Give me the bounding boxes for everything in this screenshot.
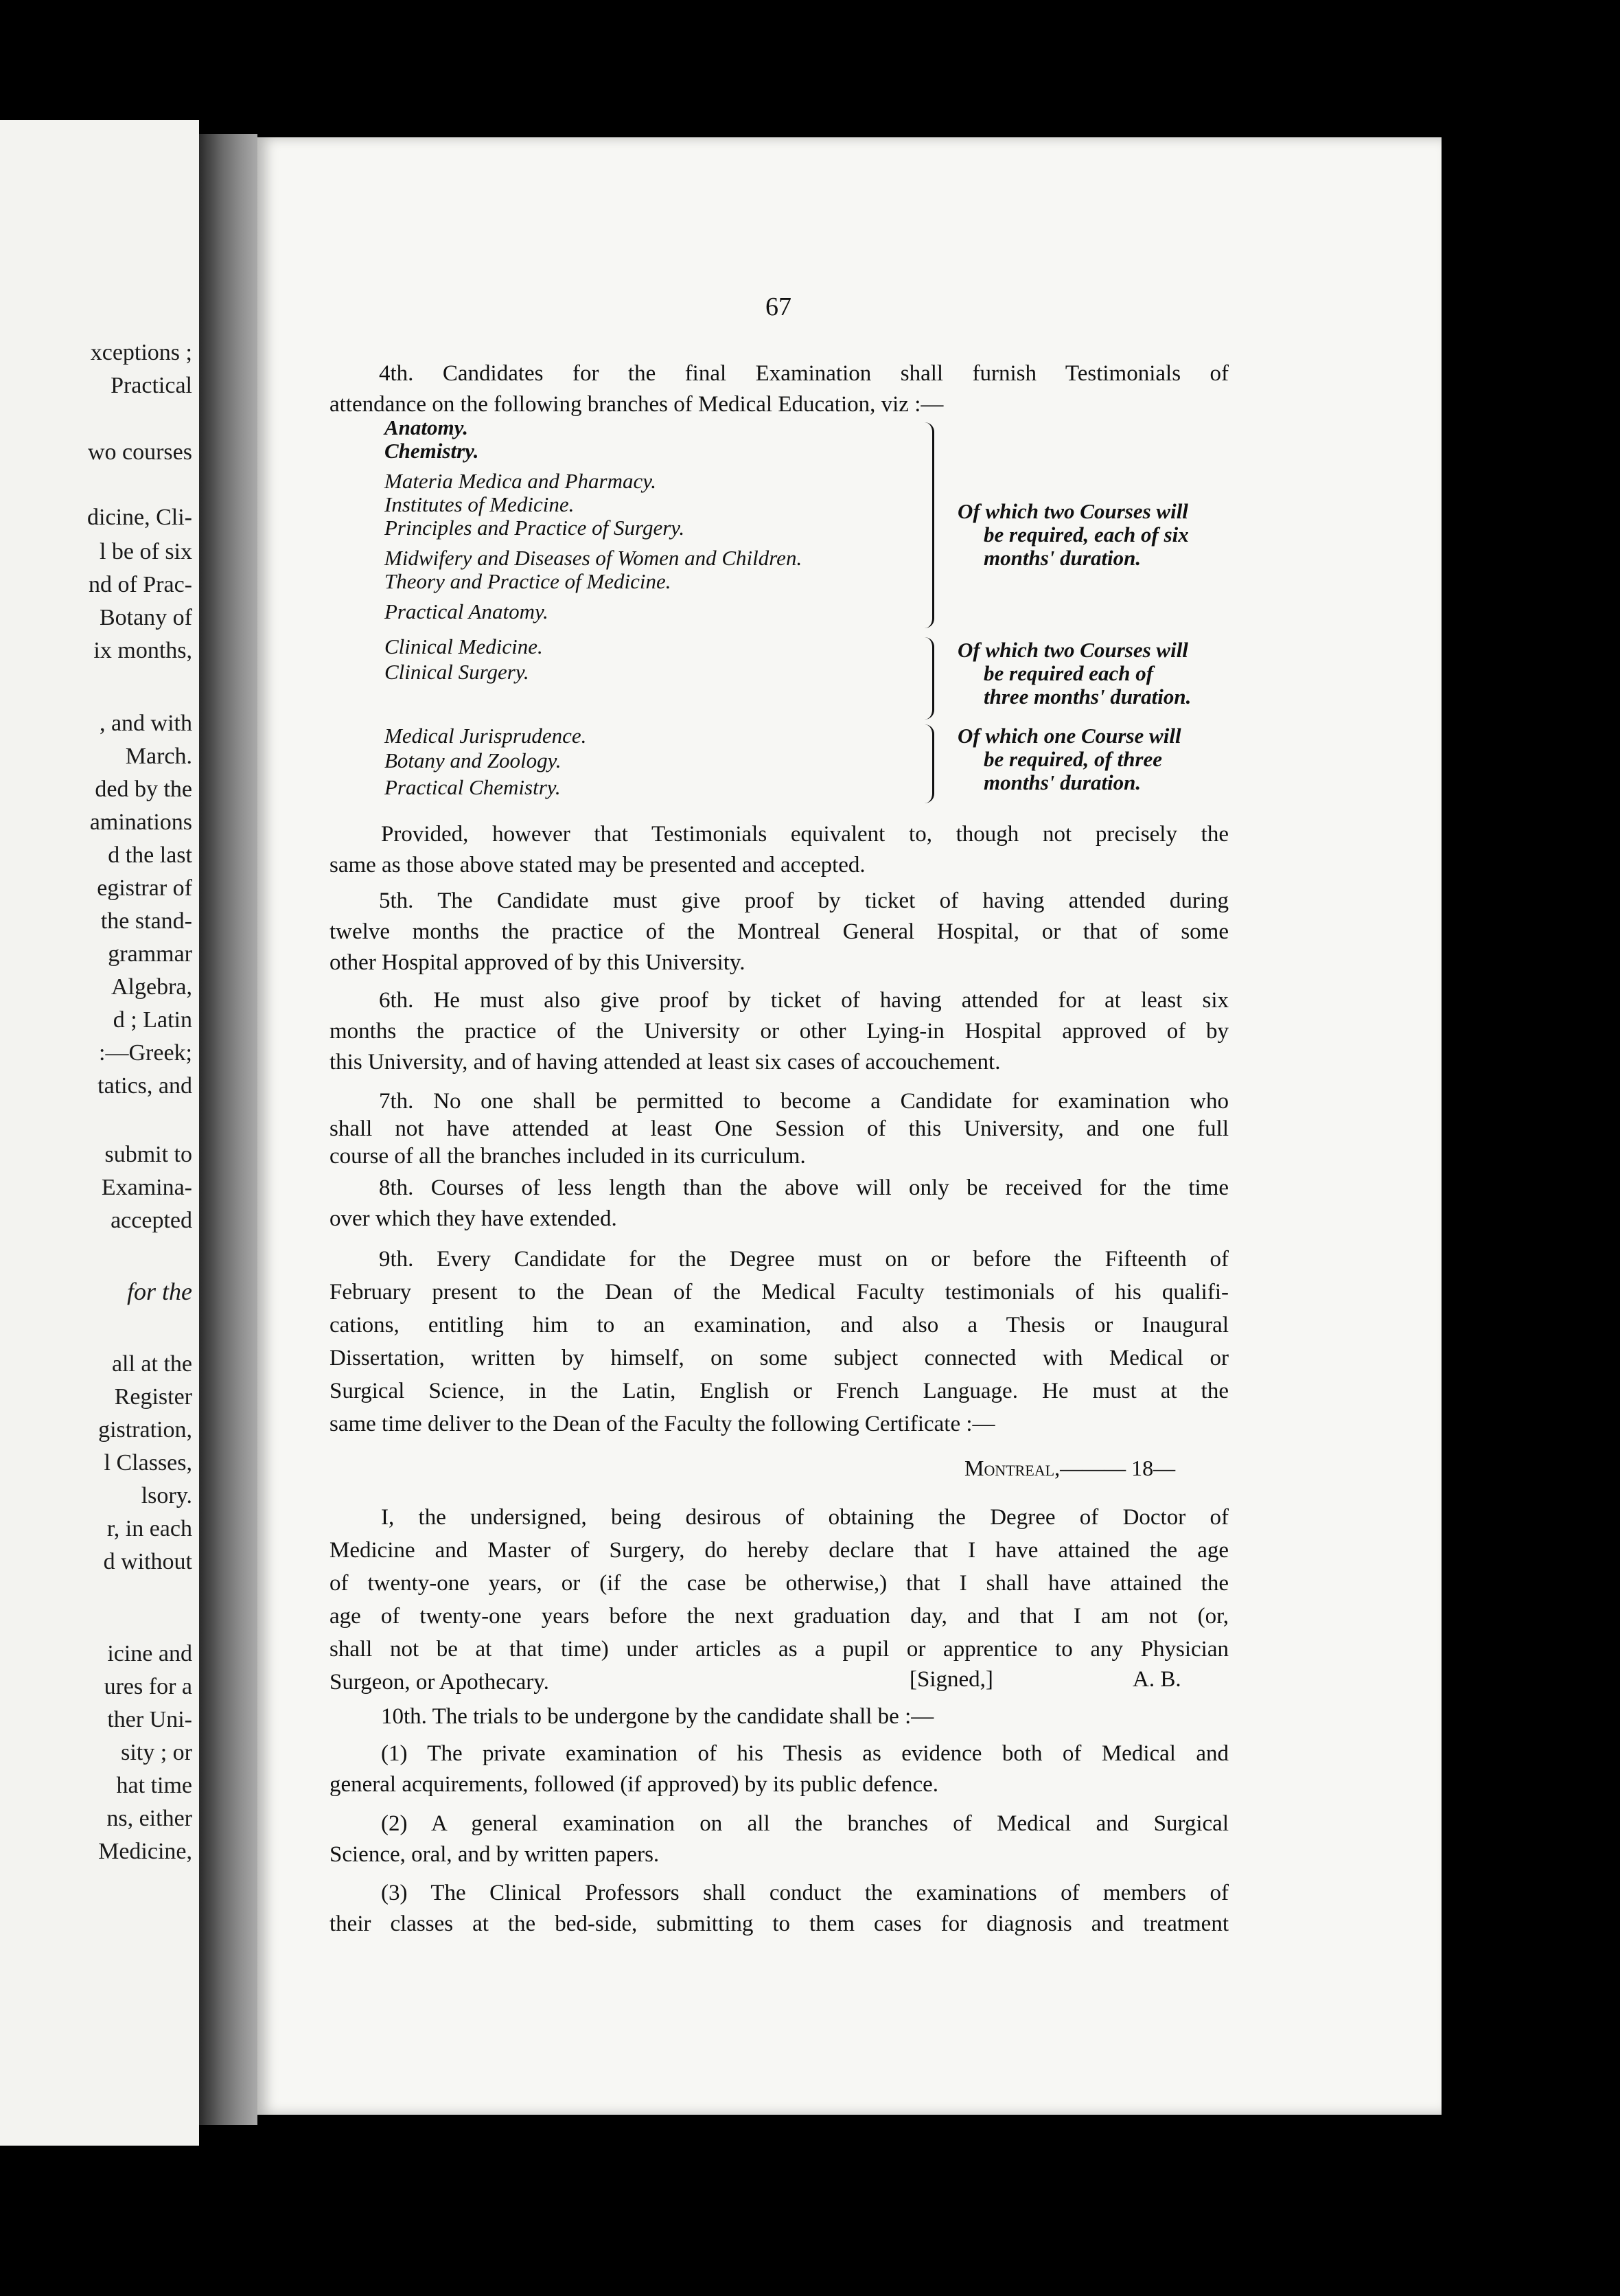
left-page-line: dicine, Cli- (87, 505, 192, 530)
branch-item: Institutes of Medicine. (384, 492, 575, 516)
left-page-line: ix months, (93, 638, 192, 663)
left-page-line: Botany of (99, 605, 192, 630)
course-note: Of which two Courses will be required, each of six months' duration. (958, 499, 1189, 570)
left-page-line: March. (125, 744, 192, 769)
brace (920, 422, 934, 628)
signed-label: [Signed,] (910, 1667, 993, 1692)
branch-item: Principles and Practice of Surgery. (384, 516, 685, 540)
certificate-line: Medicine and Master of Surgery, do hereby declare that I have attained the age (329, 1538, 1229, 1563)
para-6th-line: this University, and of having attended at least six cases of accouchement. (329, 1050, 1001, 1075)
branch-item: Practical Anatomy. (384, 599, 548, 623)
trial-1-line: (1) The private examination of his Thesis as evidence both of Medical and (381, 1741, 1229, 1766)
left-page-line: Algebra, (111, 974, 192, 1000)
left-page-line: d ; Latin (113, 1007, 192, 1033)
trial-1-line: general acquirements, followed (if approved) by its public defence. (329, 1772, 938, 1797)
left-page-line: icine and (107, 1641, 192, 1666)
left-page-line: the stand- (100, 908, 192, 934)
para-5th-line: 5th. The Candidate must give proof by ticket of having attended during (379, 888, 1229, 913)
left-page-line: hat time (116, 1773, 192, 1798)
para-4th-line: 4th. Candidates for the final Examination shall furnish Testimonials of (379, 361, 1229, 386)
left-page-line: ther Uni- (107, 1707, 192, 1732)
left-page-line: lsory. (141, 1483, 192, 1508)
para-4th-line: attendance on the following branches of Medical Education, viz :— (329, 392, 944, 417)
left-facing-page (0, 120, 199, 2146)
left-page-line: l Classes, (104, 1450, 192, 1476)
left-page-line: Register (114, 1384, 192, 1410)
trial-2-line: (2) A general examination on all the branches of Medical and Surgical (381, 1811, 1229, 1836)
provided-line: same as those above stated may be presented and accepted. (329, 853, 866, 877)
branch-item: Materia Medica and Pharmacy. (384, 469, 657, 493)
certificate-dateline: Montreal,——— 18— (964, 1456, 1176, 1480)
provided-line: Provided, however that Testimonials equivalent to, though not precisely the (381, 822, 1229, 847)
left-page-line: egistrar of (97, 875, 192, 901)
left-page-line: xceptions ; (90, 340, 192, 365)
left-page-line: all at the (111, 1351, 192, 1377)
branch-item: Midwifery and Diseases of Women and Children. (384, 546, 802, 570)
left-page-line: Practical (111, 373, 192, 398)
branch-item: Chemistry. (384, 439, 479, 463)
trial-3-line: their classes at the bed-side, submitting to them cases for diagnosis and treatment (329, 1912, 1229, 1936)
certificate-line: age of twenty-one years before the next graduation day, and that I am not (or, (329, 1604, 1229, 1629)
para-7th-line: shall not have attended at least One Session of this University, and one full (329, 1116, 1229, 1141)
para-9th-line: cations, entitling him to an examination, and also a Thesis or Inaugural (329, 1313, 1229, 1338)
brace (920, 724, 934, 803)
left-page-line: tatics, and (97, 1073, 192, 1099)
para-9th-line: Surgical Science, in the Latin, English or French Language. He must at the (329, 1379, 1229, 1403)
branch-item: Theory and Practice of Medicine. (384, 569, 671, 593)
branch-item: Clinical Surgery. (384, 660, 529, 684)
para-6th-line: 6th. He must also give proof by ticket of having attended for at least six (379, 988, 1229, 1013)
left-page-line: d the last (108, 842, 192, 868)
left-page-line: ures for a (104, 1674, 192, 1699)
branch-item: Medical Jurisprudence. (384, 724, 587, 748)
trial-2-line: Science, oral, and by written papers. (329, 1842, 660, 1867)
left-page-line: sity ; or (121, 1740, 192, 1765)
certificate-line: shall not be at that time) under articles as a pupil or apprentice to any Physician (329, 1637, 1229, 1662)
para-8th-line: 8th. Courses of less length than the above will only be received for the time (379, 1175, 1229, 1200)
para-9th-line: Dissertation, written by himself, on some subject connected with Medical or (329, 1346, 1229, 1370)
branch-item: Botany and Zoology. (384, 748, 562, 772)
left-page-line: nd of Prac- (88, 572, 192, 597)
para-9th-line: same time deliver to the Dean of the Faculty the following Certificate :— (329, 1412, 995, 1436)
left-page-line: r, in each (106, 1516, 192, 1541)
para-7th-line: course of all the branches included in its curriculum. (329, 1144, 806, 1169)
para-9th-line: 9th. Every Candidate for the Degree must on or before the Fifteenth of (379, 1247, 1229, 1272)
page-number: 67 (765, 292, 791, 321)
left-page-line: aminations (89, 810, 192, 835)
left-page-line: gistration, (98, 1417, 192, 1443)
branch-item: Anatomy. (384, 415, 469, 439)
left-page-line: l be of six (99, 539, 192, 564)
left-page-line: accepted (111, 1208, 192, 1233)
left-page-line: ns, either (106, 1806, 192, 1831)
trial-3-line: (3) The Clinical Professors shall conduct the examinations of members of (381, 1881, 1229, 1905)
left-page-line: wo courses (87, 439, 192, 465)
course-note: Of which two Courses will be required each of three months' duration. (958, 638, 1192, 709)
left-page-line: ded by the (95, 777, 192, 802)
left-page-line: Medicine, (98, 1839, 192, 1864)
branch-item: Practical Chemistry. (384, 775, 561, 799)
certificate-line: I, the undersigned, being desirous of obtaining the Degree of Doctor of (381, 1505, 1229, 1530)
para-7th-line: 7th. No one shall be permitted to become a Candidate for examination who (379, 1089, 1229, 1114)
para-8th-line: over which they have extended. (329, 1206, 617, 1231)
course-note: Of which one Course will be required, of three months' duration. (958, 724, 1181, 794)
para-5th-line: other Hospital approved of by this University. (329, 950, 745, 975)
left-page-line: submit to (104, 1142, 192, 1167)
branch-item: Clinical Medicine. (384, 634, 543, 658)
para-6th-line: months the practice of the University or other Lying-in Hospital approved of by (329, 1019, 1229, 1044)
book-gutter (199, 134, 257, 2125)
left-page-line: :—Greek; (99, 1040, 192, 1066)
left-page-line: for the (127, 1278, 192, 1305)
left-page-line: grammar (108, 941, 192, 967)
certificate-line: of twenty-one years, or (if the case be otherwise,) that I shall have attained the (329, 1571, 1229, 1596)
left-page-line: d without (103, 1549, 192, 1574)
certificate-line: Surgeon, or Apothecary. (329, 1670, 549, 1695)
left-page-line: Examina- (101, 1175, 192, 1200)
brace (920, 637, 934, 720)
para-10th: 10th. The trials to be undergone by the candidate shall be :— (381, 1704, 934, 1729)
para-5th-line: twelve months the practice of the Montreal General Hospital, or that of some (329, 919, 1229, 944)
para-9th-line: February present to the Dean of the Medical Faculty testimonials of his qualifi- (329, 1280, 1229, 1305)
left-page-line: , and with (99, 711, 192, 736)
signer: A. B. (1133, 1667, 1181, 1692)
